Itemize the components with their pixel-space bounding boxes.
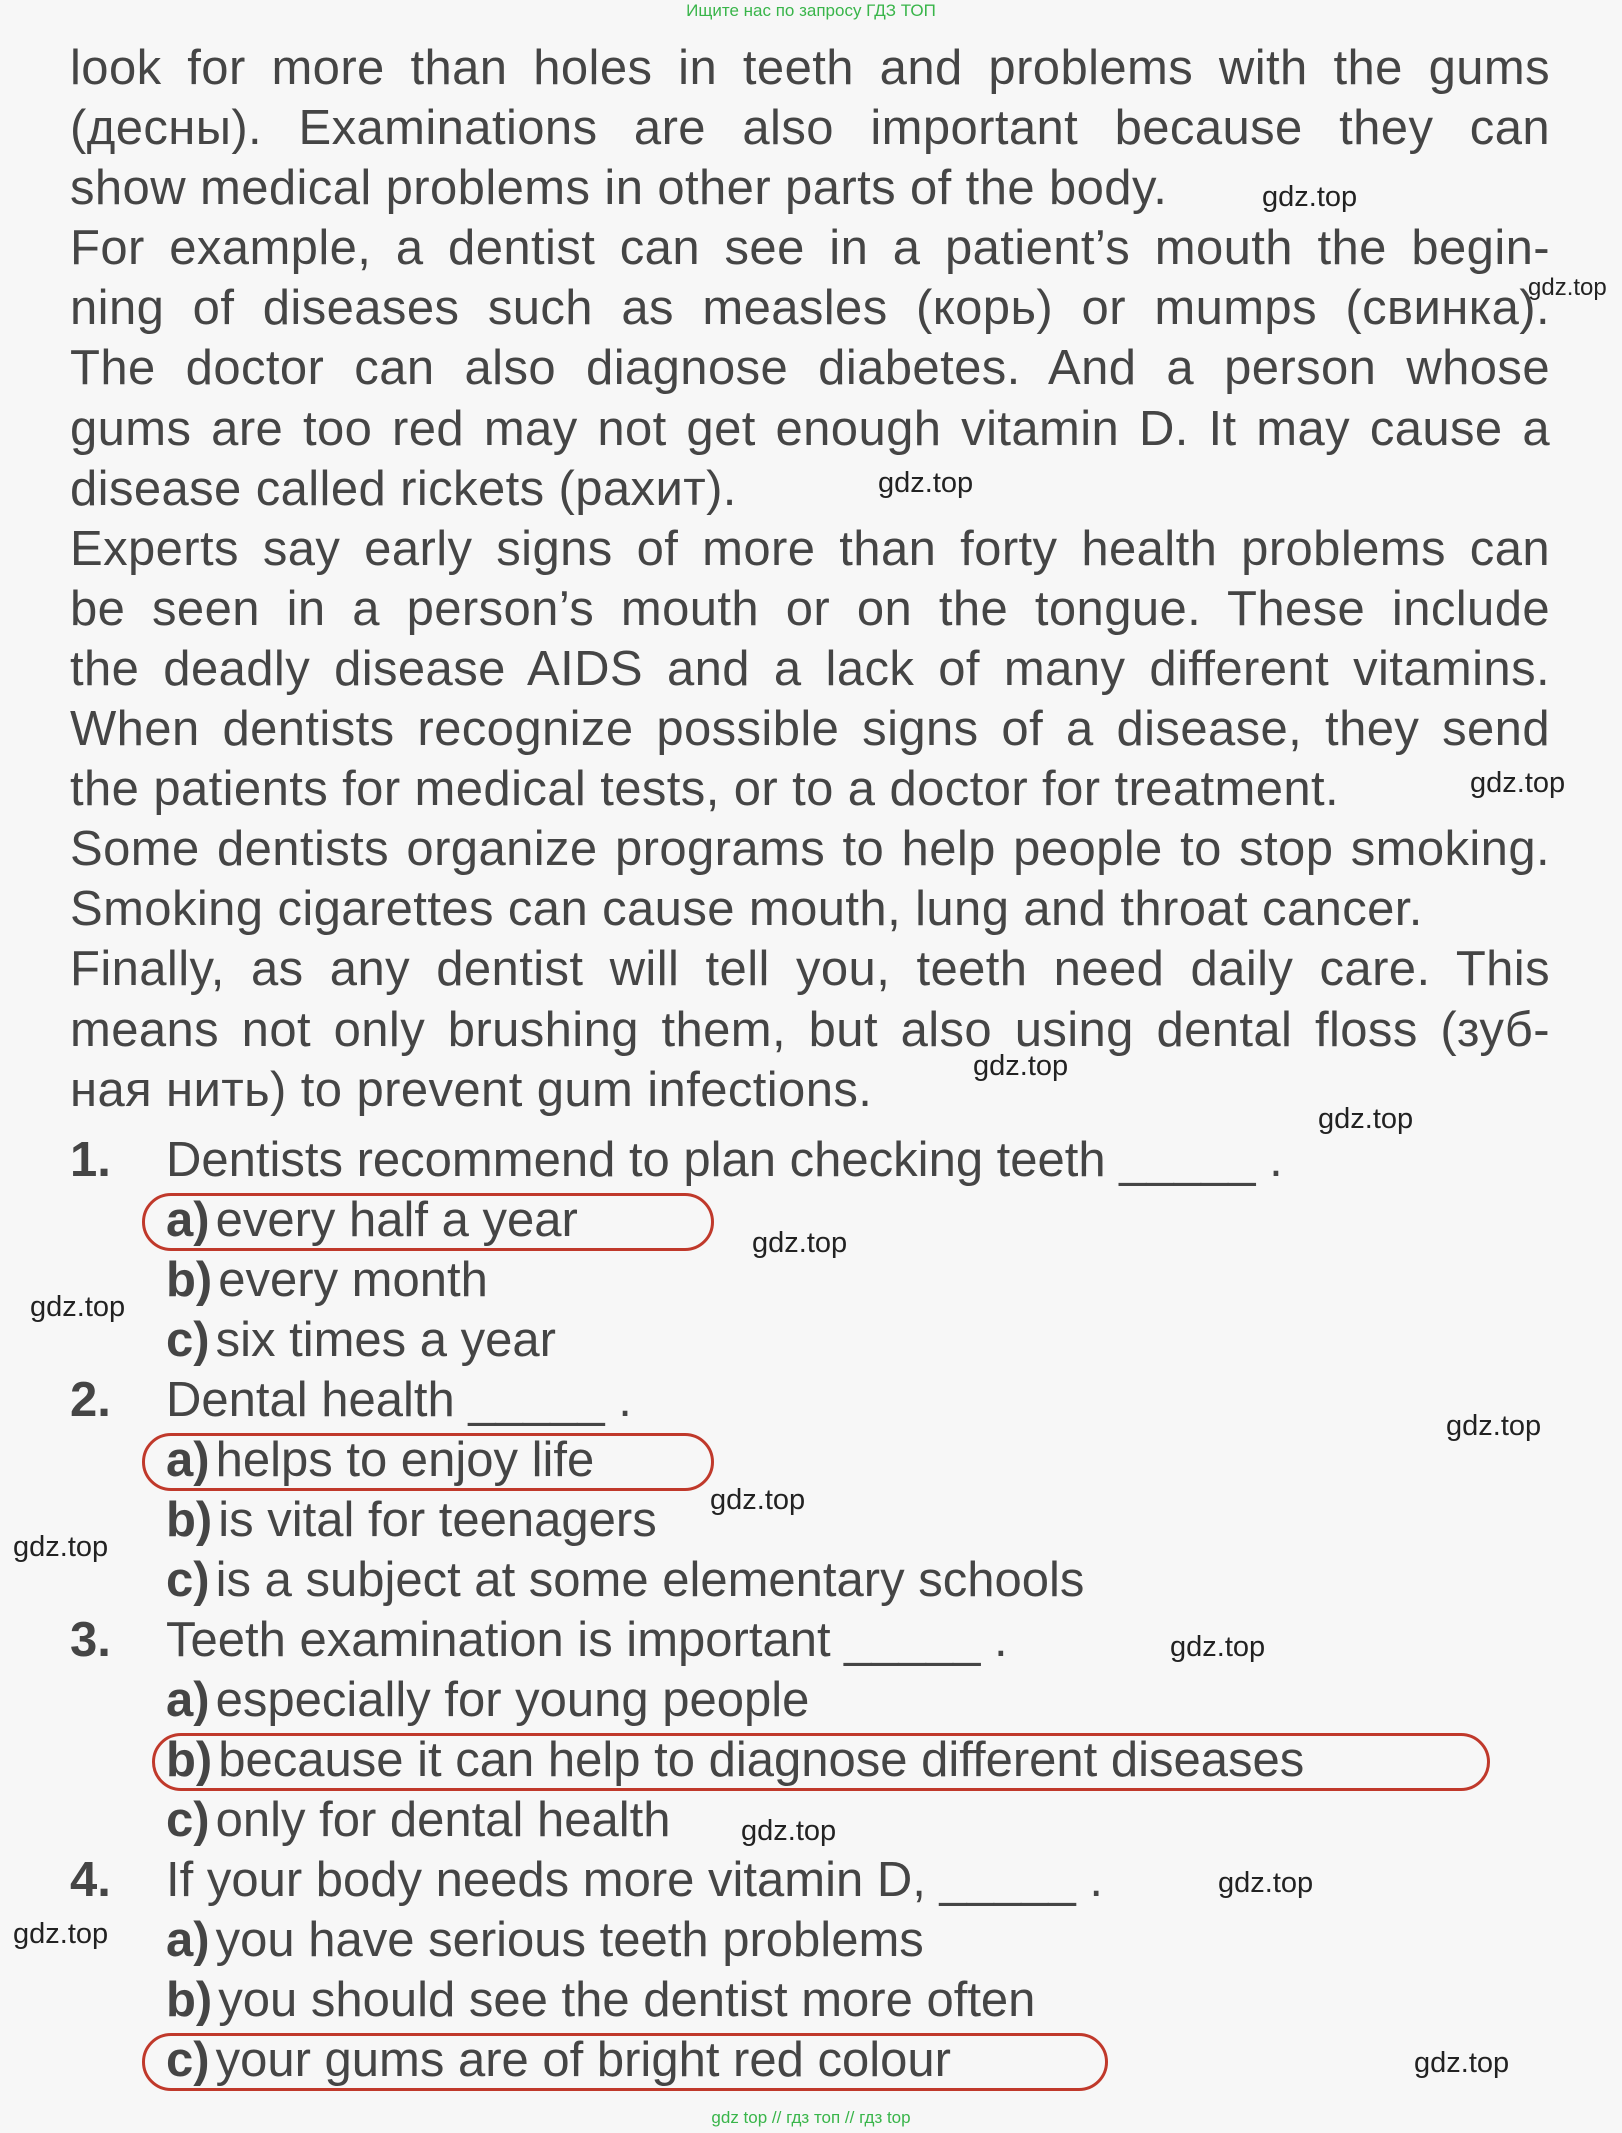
passage-line: be seen in a person’s mouth or on the tongue. These include xyxy=(70,581,1550,636)
watermark: gdz.top xyxy=(1262,181,1358,213)
option-text: only for dental health xyxy=(215,1793,671,1847)
option-2c[interactable] xyxy=(70,1550,1570,1610)
question-number: 3. xyxy=(70,1613,111,1667)
passage-line: show medical problems in other parts of the body. xyxy=(70,161,1168,216)
footer-links[interactable]: gdz top // гдз топ // гдз top xyxy=(711,2108,911,2127)
option-letter: a) xyxy=(166,1193,210,1247)
passage-line: look for more than holes in teeth and problems with the gums xyxy=(70,41,1550,95)
passage-line: gums are too red may not get enough vitamin D. It may cause a xyxy=(70,401,1550,456)
option-letter: b) xyxy=(166,1253,213,1307)
watermark: gdz.top xyxy=(1170,1631,1266,1663)
watermark: gdz.top xyxy=(1446,1410,1542,1442)
question-4 xyxy=(70,1850,1570,2090)
passage-line: Smoking cigarettes can cause mouth, lung and throat cancer. xyxy=(70,882,1423,937)
option-text: six times a year xyxy=(215,1313,556,1367)
question-stem xyxy=(70,1850,1570,1910)
option-text: every half a year xyxy=(215,1193,578,1247)
passage-line: The doctor can also diagnose diabetes. And a person whose xyxy=(70,341,1550,396)
passage-line: ная нить) to prevent gum infections. xyxy=(70,1062,873,1117)
option-1b[interactable] xyxy=(70,1250,1570,1310)
watermark: gdz.top xyxy=(741,1815,837,1847)
watermark: gdz.top xyxy=(973,1050,1069,1082)
question-stem xyxy=(70,1370,1570,1430)
option-4a[interactable] xyxy=(70,1910,1570,1970)
option-text: because it can help to diagnose different diseases xyxy=(218,1733,1305,1787)
question-number: 4. xyxy=(70,1853,111,1907)
watermark: gdz.top xyxy=(1414,2047,1510,2079)
passage-line: Finally, as any dentist will tell you, teeth need daily care. This xyxy=(70,942,1550,997)
question-stem xyxy=(70,1610,1570,1670)
top-banner[interactable]: Ищите нас по запросу ГДЗ ТОП xyxy=(686,1,936,20)
question-text: Dentists recommend to plan checking teeth _____ . xyxy=(166,1133,1283,1187)
option-4b[interactable] xyxy=(70,1970,1570,2030)
option-letter: b) xyxy=(166,1733,213,1787)
option-text: helps to enjoy life xyxy=(215,1433,595,1487)
watermark: gdz.top xyxy=(710,1484,806,1516)
option-letter: a) xyxy=(166,1913,210,1967)
option-text: every month xyxy=(218,1253,488,1307)
option-text: you have serious teeth problems xyxy=(215,1913,924,1967)
passage-line: means not only brushing them, but also using dental floss (зуб- xyxy=(70,1002,1550,1057)
option-text: you should see the dentist more often xyxy=(218,1973,1036,2027)
question-number: 2. xyxy=(70,1373,111,1427)
watermark: gdz.top xyxy=(30,1291,126,1323)
question-2 xyxy=(70,1370,1570,1610)
watermark: gdz.top xyxy=(1528,274,1607,301)
watermark: gdz.top xyxy=(752,1227,848,1259)
option-text: is a subject at some elementary schools xyxy=(215,1553,1085,1607)
passage-line: For example, a dentist can see in a patient’s mouth the begin- xyxy=(70,221,1550,276)
watermark: gdz.top xyxy=(1470,767,1566,799)
question-3 xyxy=(70,1610,1570,1850)
option-letter: c) xyxy=(166,1553,210,1607)
watermark: gdz.top xyxy=(13,1531,109,1563)
option-letter: c) xyxy=(166,1313,210,1367)
watermark: gdz.top xyxy=(878,467,974,499)
option-letter: b) xyxy=(166,1973,213,2027)
option-letter: a) xyxy=(166,1433,210,1487)
option-1c[interactable] xyxy=(70,1310,1570,1370)
option-2a[interactable] xyxy=(70,1430,1570,1490)
passage-line: When dentists recognize possible signs of a disease, they send xyxy=(70,702,1550,757)
option-letter: b) xyxy=(166,1493,213,1547)
passage-line: Experts say early signs of more than forty health problems can xyxy=(70,521,1550,576)
option-letter: a) xyxy=(166,1673,210,1727)
option-4c[interactable] xyxy=(70,2030,1570,2090)
passage-line: (десны). Examinations are also important because they can xyxy=(70,101,1550,156)
question-text: Dental health _____ . xyxy=(166,1373,632,1427)
watermark: gdz.top xyxy=(13,1918,109,1950)
option-text: especially for young people xyxy=(215,1673,810,1727)
question-text: Teeth examination is important _____ . xyxy=(166,1613,1008,1667)
option-text: is vital for teenagers xyxy=(218,1493,657,1547)
question-number: 1. xyxy=(70,1133,111,1187)
watermark: gdz.top xyxy=(1218,1867,1314,1899)
question-stem xyxy=(70,1130,1570,1190)
option-text: your gums are of bright red colour xyxy=(215,2033,951,2087)
passage-line: disease called rickets (рахит). xyxy=(70,461,737,516)
watermark: gdz.top xyxy=(1318,1103,1414,1135)
option-2b[interactable] xyxy=(70,1490,1570,1550)
question-text: If your body needs more vitamin D, _____ . xyxy=(166,1853,1103,1907)
passage-line: ning of diseases such as measles (корь) or mumps (свинка). xyxy=(70,281,1550,336)
passage-line: the deadly disease AIDS and a lack of many different vitamins. xyxy=(70,641,1550,696)
passage-line: Some dentists organize programs to help people to stop smoking. xyxy=(70,822,1550,877)
option-letter: c) xyxy=(166,2033,210,2087)
option-3b[interactable] xyxy=(70,1730,1570,1790)
passage-line: the patients for medical tests, or to a doctor for treatment. xyxy=(70,762,1340,817)
option-letter: c) xyxy=(166,1793,210,1847)
option-3a[interactable] xyxy=(70,1670,1570,1730)
